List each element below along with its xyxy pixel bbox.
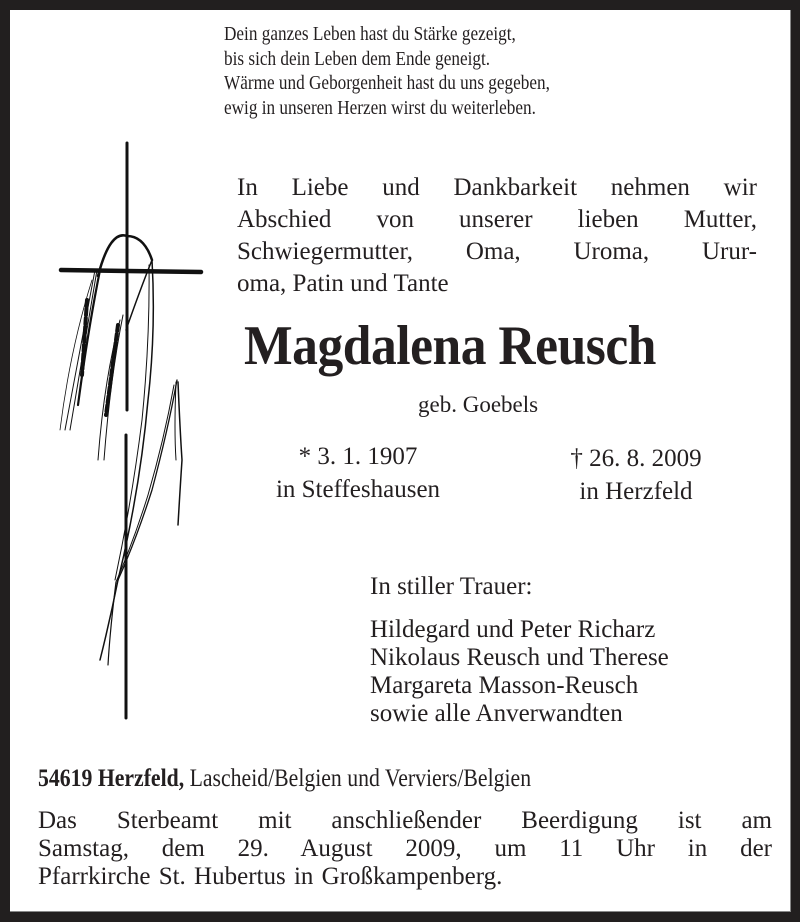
mourners-heading: In stiller Trauer: — [370, 573, 533, 600]
mourner: Margareta Masson-Reusch — [370, 672, 639, 699]
poem — [224, 22, 550, 120]
cross-with-grain-icon — [40, 130, 220, 740]
obituary-card — [10, 10, 791, 912]
mourners-list — [370, 616, 669, 728]
death-date: † 26. 8. 2009 — [570, 445, 702, 472]
death-place: in Herzfeld — [579, 478, 693, 505]
funeral-line: Pfarrkirche St. Hubertus in Großkampenberg. — [38, 863, 503, 890]
birth-info — [238, 440, 478, 506]
intro-line: In Liebe und Dankbarkeit nehmen wir — [237, 174, 757, 201]
intro-line: Abschied von unserer lieben Mutter, — [237, 206, 757, 233]
farewell-intro — [237, 172, 757, 300]
intro-line: Schwiegermutter, Oma, Uroma, Urur- — [237, 238, 757, 265]
poem-line: Dein ganzes Leben hast du Stärke gezeigt, — [224, 23, 516, 45]
mourner: Hildegard und Peter Richarz — [370, 616, 656, 643]
poem-line: Wärme und Geborgenheit hast du uns gegeben, — [224, 72, 550, 94]
deceased-name: Magdalena Reusch — [244, 315, 656, 377]
address-line — [38, 765, 531, 793]
funeral-line: Samstag, dem 29. August 2009, um 11 Uhr in der — [38, 835, 772, 862]
address-rest: Lascheid/Belgien und Verviers/Belgien — [184, 765, 532, 792]
intro-line: oma, Patin und Tante — [237, 270, 449, 297]
birth-name: geb. Goebels — [418, 392, 539, 417]
address-city: 54619 Herzfeld, — [38, 765, 185, 792]
funeral-line: Das Sterbeamt mit anschließender Beerdigung ist am — [38, 807, 772, 834]
poem-line: bis sich dein Leben dem Ende geneigt. — [224, 47, 491, 70]
death-info — [526, 442, 746, 508]
mourner: Nikolaus Reusch und Therese — [370, 644, 669, 671]
poem-line: ewig in unseren Herzen wirst du weiterleben. — [224, 96, 536, 119]
birth-place: in Steffeshausen — [275, 476, 441, 503]
mourner: sowie alle Anverwandten — [370, 700, 623, 727]
birth-date: * 3. 1. 1907 — [298, 443, 418, 470]
funeral-notice — [38, 807, 772, 891]
